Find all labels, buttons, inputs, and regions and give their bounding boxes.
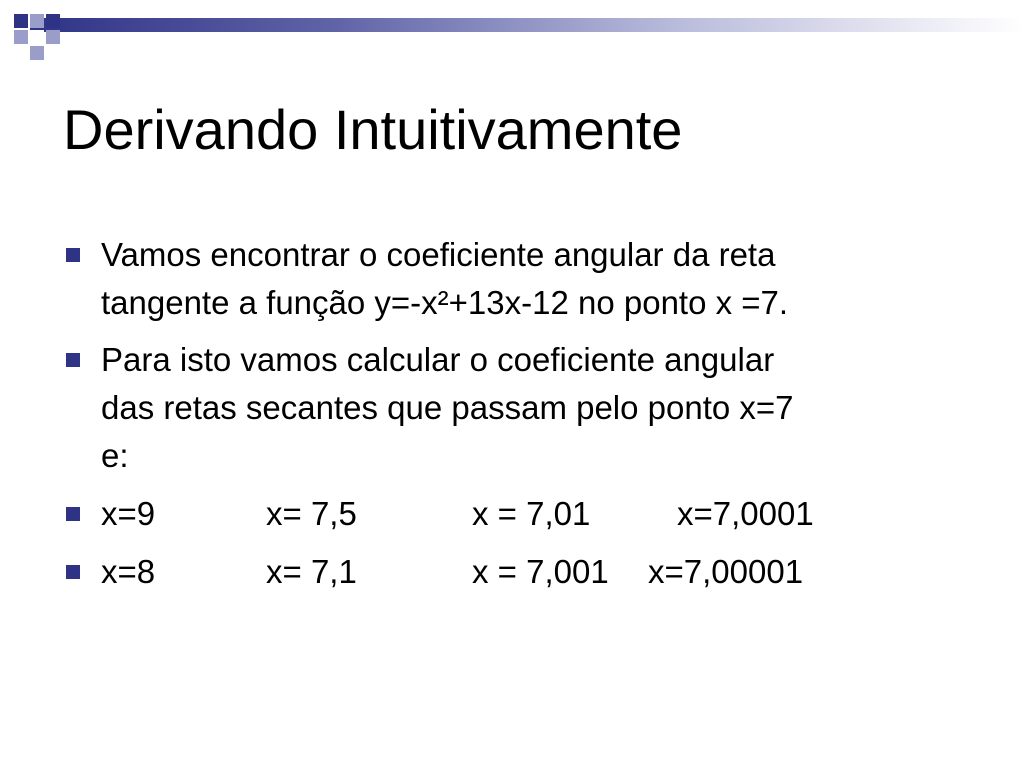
slide-title: Derivando Intuitivamente (63, 98, 683, 161)
value-cell: x= 7,1 (266, 553, 357, 590)
bullet-square-icon (66, 507, 80, 521)
value-cell: x = 7,001 (472, 553, 609, 590)
bullet-line: das retas secantes que passam pelo ponto x=7 (101, 389, 794, 426)
bullet-line: Vamos encontrar o coeficiente angular da reta (101, 236, 776, 273)
value-cell: x=7,0001 (677, 495, 814, 532)
bullet-line: e: (101, 437, 129, 474)
bullet-square-icon (66, 248, 80, 262)
bullet-square-icon (66, 565, 80, 579)
value-cell: x= 7,5 (266, 495, 357, 532)
value-cell: x=7,00001 (648, 553, 804, 590)
bullet-line: Para isto vamos calcular o coeficiente angular (101, 341, 775, 378)
value-cell: x = 7,01 (472, 495, 591, 532)
bullet-line: tangente a função y=-x²+13x-12 no ponto x =7. (101, 284, 789, 321)
bullet-square-icon (66, 353, 80, 367)
value-cell: x=8 (101, 553, 156, 590)
value-cell: x=9 (101, 495, 156, 532)
